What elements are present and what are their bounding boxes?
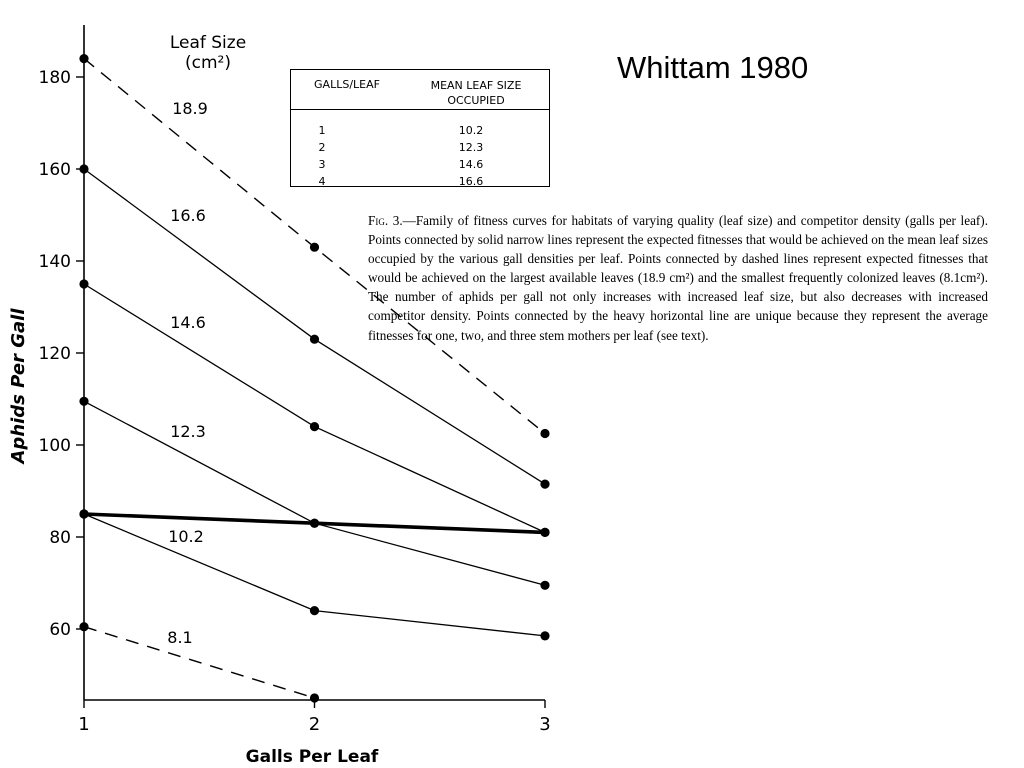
caption-text: —Family of fitness curves for habitats of varying quality (leaf size) and competitor density (galls per leaf). Points connected by solid narrow lines represent the expected fitnesses that would be achieved on the mean leaf sizes occupied by the various gall densities per leaf. Points connected by dashed lines represent expected fitnesses that would be achieved on the largest available leaves (18.9 cm²) and the smallest frequently colonized leaves (8.1cm²). The number of aphids per gall not only increases with increased leaf size, but also decreases with increased competitor density. Points connected by the heavy horizontal line are unique because they represent the average fitnesses for one, two, and three stem mothers per leaf (see text). <box>368 213 988 343</box>
data-point <box>540 631 549 640</box>
x-tick-label: 3 <box>539 714 551 735</box>
table-cell-size: 10.2 <box>458 124 484 137</box>
y-tick-label: 140 <box>38 252 71 272</box>
series-label: 16.6 <box>170 206 206 225</box>
x-tick-label: 2 <box>308 714 321 735</box>
y-tick-label: 80 <box>49 528 71 548</box>
table-header-size <box>403 78 549 108</box>
data-point <box>540 581 549 590</box>
table-row <box>291 156 549 173</box>
series-labels-layer <box>167 99 208 647</box>
data-point <box>540 429 549 438</box>
y-tick-label: 100 <box>38 436 71 456</box>
y-tick-label: 60 <box>49 620 71 640</box>
table-row <box>291 173 549 190</box>
data-point <box>310 606 319 615</box>
table-cell-galls: 2 <box>318 141 326 154</box>
legend-title-line1: Leaf Size <box>169 33 247 53</box>
data-point <box>310 519 319 528</box>
table-cell-galls: 3 <box>318 158 326 171</box>
series-label: 8.1 <box>167 628 193 647</box>
table-header-size-line2: OCCUPIED <box>447 94 505 107</box>
y-axis-label: Aphids Per Gall <box>8 308 29 464</box>
y-tick-label: 120 <box>38 344 71 364</box>
table-cell-galls: 1 <box>318 124 326 137</box>
data-point <box>310 243 319 252</box>
table-cell-size: 16.6 <box>458 175 484 188</box>
data-point <box>310 335 319 344</box>
series-label: 12.3 <box>170 422 206 441</box>
series-label: 14.6 <box>170 313 206 332</box>
table-cell-size: 14.6 <box>458 158 484 171</box>
table-cell-galls: 4 <box>318 175 326 188</box>
series-line <box>84 514 545 636</box>
series-label: 10.2 <box>168 527 204 546</box>
figure-caption <box>368 211 988 345</box>
table-row <box>291 139 549 156</box>
table-header-galls: GALLS/LEAF <box>314 78 380 91</box>
slide-title: Whittam 1980 <box>617 50 809 85</box>
caption-fig-label: Fig. 3. <box>368 213 403 228</box>
data-point <box>540 480 549 489</box>
table-cell-size: 12.3 <box>458 141 484 154</box>
legend-title-line2: (cm²) <box>185 53 231 73</box>
table-header-size-line1: MEAN LEAF SIZE <box>430 79 522 92</box>
table-body <box>291 110 549 190</box>
y-tick-label: 180 <box>38 68 71 88</box>
data-point <box>540 528 549 537</box>
data-point <box>310 422 319 431</box>
y-tick-label: 160 <box>38 160 71 180</box>
series-line <box>84 627 315 698</box>
table-header <box>291 70 549 110</box>
x-tick-label: 1 <box>78 714 90 735</box>
table-row <box>291 122 549 139</box>
x-axis-label: Galls Per Leaf <box>245 747 379 767</box>
series-label: 18.9 <box>172 99 208 118</box>
galls-leaf-size-table <box>290 69 550 187</box>
